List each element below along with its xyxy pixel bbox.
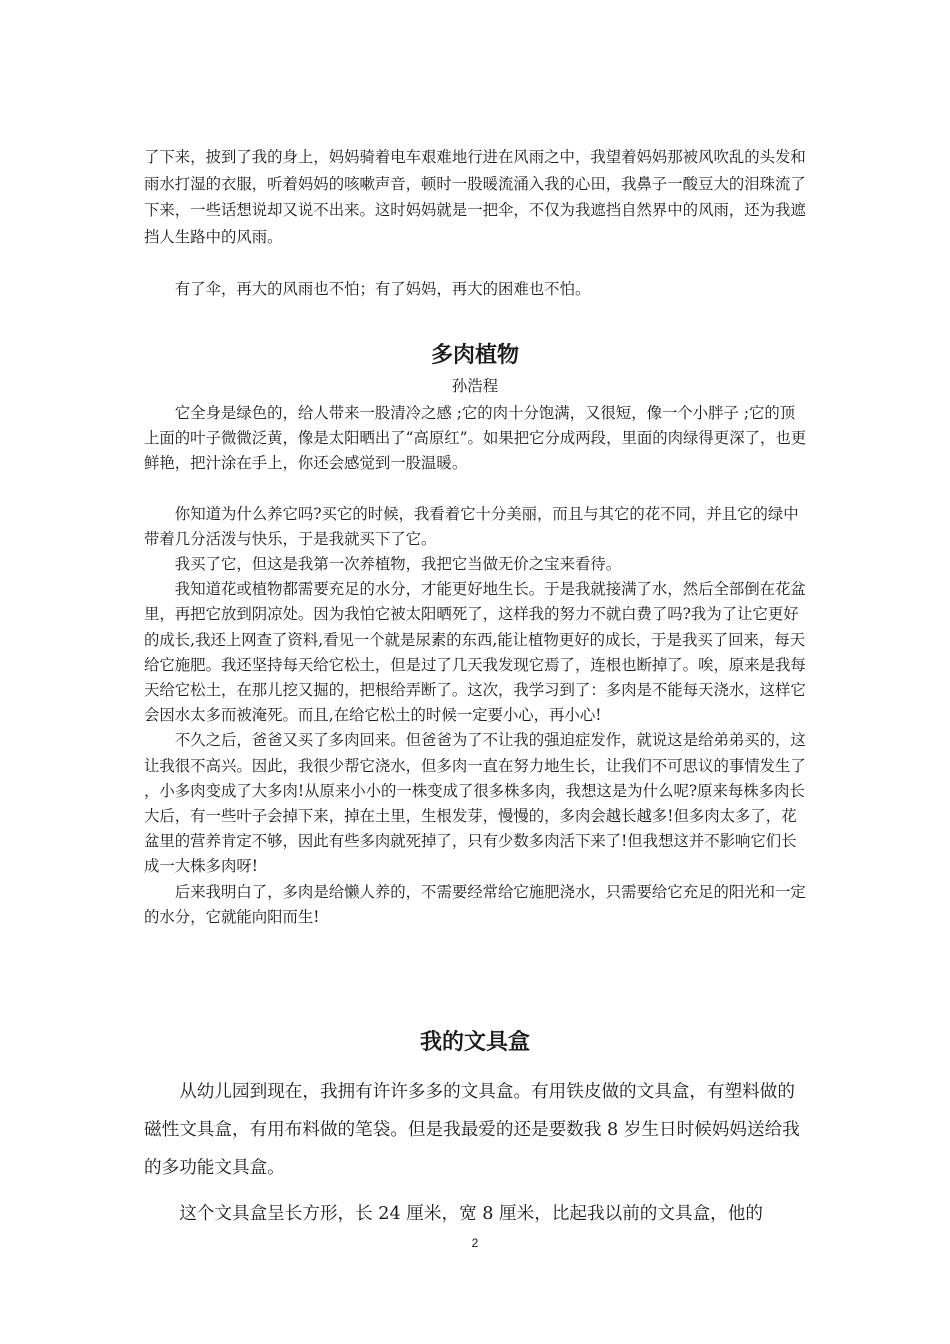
paragraph: 后来我明白了，多肉是给懒人养的，不需要经常给它施肥浇水，只需要给它充足的阳光和一定的水分，它就能向阳而生!	[144, 882, 806, 926]
author-name: 孙浩程	[451, 377, 499, 395]
paragraph: 这个文具盒呈长方形，长 24 厘米，宽 8 厘米，比起我以前的文具盒，他的	[179, 1204, 763, 1224]
section-succulent	[144, 401, 810, 930]
paragraph: 有了伞，再大的风雨也不怕；有了妈妈，再大的困难也不怕。	[174, 280, 591, 298]
paragraph: 它全身是绿色的，给人带来一股清冷之感 ;它的肉十分饱满，又很短，像一个小胖子 ;它的顶上面的叶子微微泛黄，像是太阳晒出了“高原红”。如果把它分成两段，里面的肉绿得更深了，也更鲜艳，把汁涂在手上，你还会感觉到一股温暖。	[144, 404, 807, 473]
article-title: 我的文具盒	[419, 1030, 530, 1055]
page-number: 2	[471, 1236, 479, 1250]
paragraph: 从幼儿园到现在，我拥有许许多多的文具盒。有用铁皮做的文具盒，有塑料做的磁性文具盒，有用布料做的笔袋。但是我最爱的还是要数我 8 岁生日时候妈妈送给我的多功能文具盒。	[144, 1082, 800, 1178]
article-title: 多肉植物	[430, 343, 519, 368]
paragraph: 不久之后，爸爸又买了多肉回来。但爸爸为了不让我的强迫症发作，就说这是给弟弟买的，这让我很不高兴。因此，我很少帮它浇水，但多肉一直在努力地生长，让我们不可思议的事情发生了，小多肉变成了大多肉!从原来小小的一株变成了很多株多肉，我想这是为什么呢?原来每株多肉长大后，有一些叶子会掉下来，掉在土里，生根发芽，慢慢的，多肉会越长越多!但多肉太多了，花盆里的营养肯定不够，因此有些多肉就死掉了，只有少数多肉活下来了!但我想这并不影响它们长成一大株多肉呀!	[144, 731, 806, 876]
paragraph: 了下来，披到了我的身上，妈妈骑着电车艰难地行进在风雨之中，我望着妈妈那被风吹乱的头发和雨水打湿的衣服，听着妈妈的咳嗽声音，顿时一股暖流涌入我的心田，我鼻子一酸豆大的泪珠流了下来，一些话想说却又说不出来。这时妈妈就是一把伞，不仅为我遮挡自然界中的风雨，还为我遮挡人生路中的风雨。	[144, 148, 806, 246]
paragraph: 你知道为什么养它吗?买它的时候，我看着它十分美丽，而且与其它的花不同，并且它的绿中带着几分活泼与快乐，于是我就买下了它。	[144, 504, 799, 548]
section-umbrella-continuation	[144, 144, 810, 303]
paragraph: 我买了它，但这是我第一次养植物，我把它当做无价之宝来看待。	[174, 555, 622, 574]
paragraph: 我知道花或植物都需要充足的水分，才能更好地生长。于是我就接满了水，然后全部倒在花盆里，再把它放到阴凉处。因为我怕它被太阳晒死了，这样我的努力不就白费了吗?我为了让它更好的成长,我还上网查了资料,看见一个就是尿素的东西,能让植物更好的成长，于是我买了回来，每天给它施肥。我还坚持每天给它松土，但是过了几天我发现它焉了，连根也断掉了。唉，原来是我每天给它松土，在那儿挖又掘的，把根给弄断了。这次，我学习到了：多肉是不能每天浇水，这样它会因水太多而被淹死。而且,在给它松土的时候一定要小心，再小心!	[144, 580, 806, 725]
section-pencil-case	[144, 1073, 810, 1233]
